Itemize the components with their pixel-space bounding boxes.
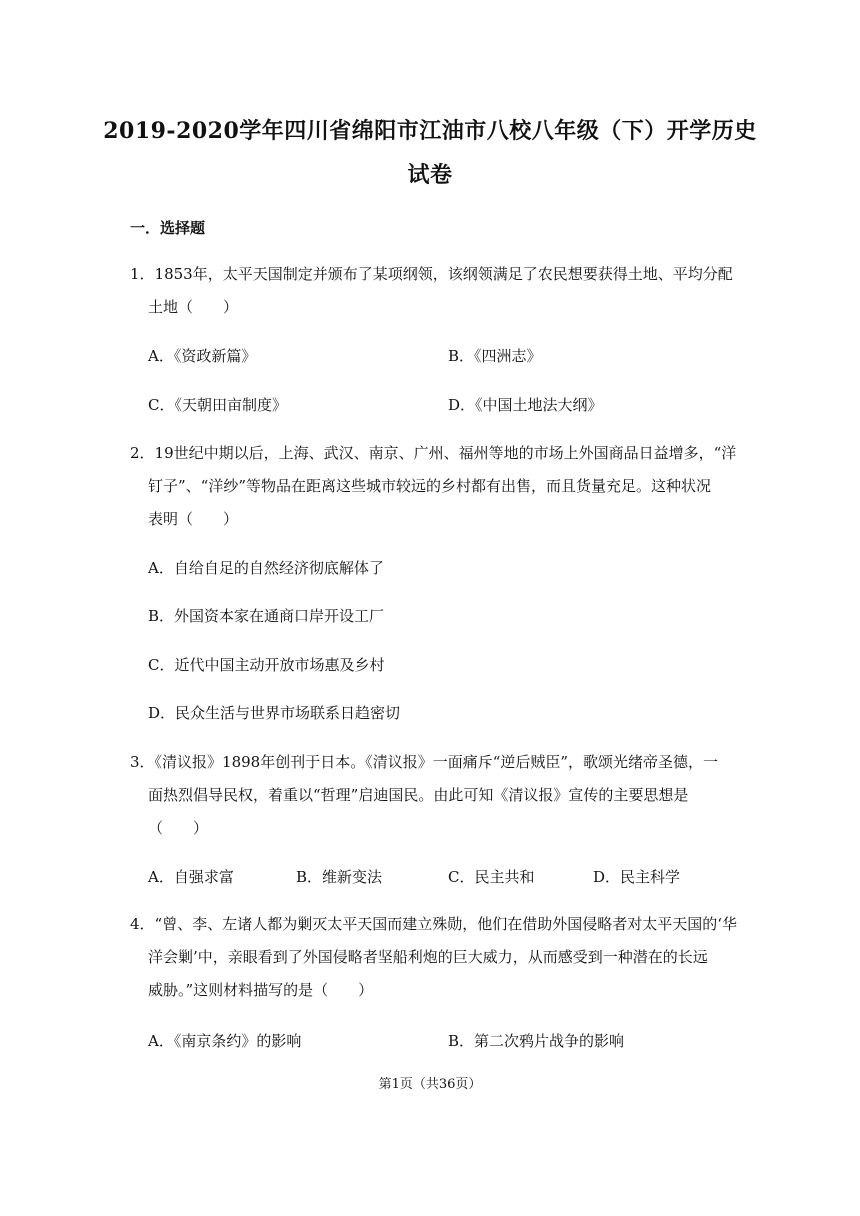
question-1-stem-cont: 土地（ ） <box>148 298 239 316</box>
question-4-option-b: B．第二次鸦片战争的影响 <box>448 1032 625 1050</box>
question-1-stem: 1．1853年，太平天国制定并颁布了某项纲领，该纲领满足了农民想要获得土地、平均分配 <box>130 265 733 283</box>
question-1-option-d: D．《中国土地法大纲》 <box>448 396 603 414</box>
page-title: 2019-2020学年四川省绵阳市江油市八校八年级（下）开学历史 <box>103 118 757 144</box>
question-4-option-a: A．《南京条约》的影响 <box>148 1032 302 1050</box>
question-1-option-b: B．《四洲志》 <box>448 347 542 365</box>
question-3-option-d: D．民主科学 <box>593 868 681 886</box>
page-title-continuation: 试卷 <box>407 162 453 188</box>
question-2-option-c: C．近代中国主动开放市场惠及乡村 <box>148 656 385 674</box>
page-footer: 第1页（共36页） <box>378 1077 482 1092</box>
question-2-stem-cont: 表明（ ） <box>148 510 239 528</box>
question-1-option-a: A．《资政新篇》 <box>148 347 257 365</box>
section-heading: 一．选择题 <box>130 219 206 237</box>
question-2-stem-cont: 钉子”、“洋纱”等物品在距离这些城市较远的乡村都有出售，而且货量充足。这种状况 <box>148 477 712 495</box>
question-2-option-b: B．外国资本家在通商口岸开设工厂 <box>148 607 385 625</box>
question-2-option-a: A．自给自足的自然经济彻底解体了 <box>148 559 384 577</box>
question-1-option-c: C．《天朝田亩制度》 <box>148 396 287 414</box>
question-2-option-d: D．民众生活与世界市场联系日趋密切 <box>148 704 401 722</box>
question-4-stem: 4．“曾、李、左诸人都为剿灭太平天国而建立殊勋，他们在借助外国侵略者对太平天国的‘华 <box>130 915 737 933</box>
question-3-stem: 3．《清议报》1898年创刊于日本。《清议报》一面痛斥“逆后贼臣”，歌颂光绪帝圣德，一 <box>130 753 719 771</box>
question-3-stem-cont: 面热烈倡导民权，着重以“哲理”启迪国民。由此可知《清议报》宣传的主要思想是 <box>148 786 689 804</box>
question-3-option-c: C．民主共和 <box>448 868 535 886</box>
question-2-stem: 2．19世纪中期以后，上海、武汉、南京、广州、福州等地的市场上外国商品日益增多，“洋 <box>130 444 737 462</box>
question-3-option-b: B．维新变法 <box>296 868 383 886</box>
question-3-option-a: A．自强求富 <box>148 868 234 886</box>
question-4-stem-cont: 洋会剿’中，亲眼看到了外国侵略者坚船利炮的巨大威力，从而感受到一种潜在的长远 <box>148 948 708 966</box>
question-4-stem-cont: 威胁。”这则材料描写的是（ ） <box>148 981 374 999</box>
question-3-stem-cont: （ ） <box>148 819 209 837</box>
